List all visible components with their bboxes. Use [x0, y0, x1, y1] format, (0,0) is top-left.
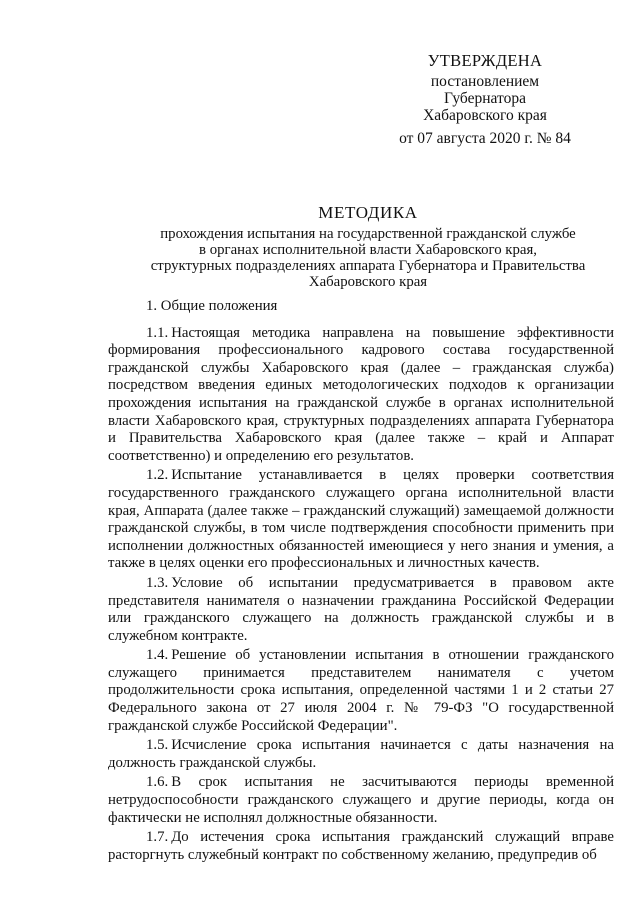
document-body — [108, 298, 614, 866]
approval-line-2: Губернатора — [444, 90, 526, 107]
paragraph-number: 1.1. — [146, 324, 169, 341]
paragraph-1-7 — [108, 829, 614, 864]
paragraph-1-3 — [108, 575, 614, 645]
paragraph-number: 1.4. — [146, 647, 169, 664]
paragraph-text: Испытание устанавливается в целях проверки соответствия государственного гражданского служащего органа исполнительной власти края, Аппарата (далее также – гражданский служащий) замещаемой должности гражданской службы, в том числе подтверждения способности применить при исполнении должностных обязанностей имеющиеся у него знания и умения, а также в целях оценки его профессиональных и личностных качеств. — [108, 467, 614, 572]
approval-heading: УТВЕРЖДЕНА — [427, 51, 543, 70]
section-heading: 1. Общие положения — [146, 298, 278, 314]
paragraph-text: Настоящая методика направлена на повышение эффективности формирования профессионального кадрового состава государственной гражданской службы Хабаровского края (далее – гражданская служба) посредством введения единых методологических подходов к организации прохождения испытания на гражданской службе в органах исполнительной власти Хабаровского края, структурных подразделениях аппарата Губернатора и Правительства Хабаровского края (далее также – край и Аппарат соответственно) и определению его результатов. — [108, 324, 614, 464]
paragraph-number: 1.3. — [146, 574, 169, 591]
paragraph-text: Условие об испытании предусматривается в правовом акте представителя нанимателя о назначении гражданина Российской Федерации или гражданского служащего на должность гражданской службы и в служебном контракте. — [108, 574, 614, 644]
paragraph-text: До истечения срока испытания гражданский служащий вправе расторгнуть служебный контракт по собственному желанию, предупредив об — [108, 829, 614, 863]
paragraph-1-2 — [108, 467, 614, 573]
subtitle-line-3: структурных подразделениях аппарата Губернатора и Правительства — [150, 258, 586, 274]
paragraph-number: 1.6. — [146, 774, 169, 791]
paragraph-1-1 — [108, 325, 614, 466]
paragraph-number: 1.5. — [146, 737, 169, 754]
paragraph-text: Исчисление срока испытания начинается с даты назначения на должность гражданской службы. — [108, 737, 614, 771]
paragraph-text: В срок испытания не засчитываются периоды временной нетрудоспособности гражданского служащего и другие периоды, когда он фактически не исполнял должностные обязанности. — [108, 774, 614, 826]
approval-line-3: Хабаровского края — [423, 107, 547, 124]
subtitle-line-4: Хабаровского края — [308, 274, 428, 290]
paragraph-1-4 — [108, 647, 614, 735]
subtitle-line-1: прохождения испытания на государственной гражданской службе — [160, 226, 576, 242]
paragraph-text: Решение об установлении испытания в отношении гражданского служащего принимается представителем нанимателя с учетом продолжительности срока испытания, определенной частями 1 и 2 статьи 27 Федерального закона от 27 июля 2004 г. № 79-ФЗ "О государственной гражданской службе Российской Федерации". — [108, 647, 614, 734]
document-title: МЕТОДИКА — [318, 203, 418, 222]
approval-line-1: постановлением — [430, 73, 540, 90]
subtitle-line-2: в органах исполнительной власти Хабаровского края, — [199, 242, 537, 258]
document-subtitle — [108, 226, 628, 290]
paragraph-number: 1.7. — [146, 829, 169, 846]
paragraph-1-5 — [108, 737, 614, 772]
paragraph-number: 1.2. — [146, 467, 169, 484]
approval-stamp-block — [380, 52, 590, 147]
approval-date: от 07 августа 2020 г. № 84 — [399, 130, 571, 147]
paragraph-1-6 — [108, 774, 614, 827]
